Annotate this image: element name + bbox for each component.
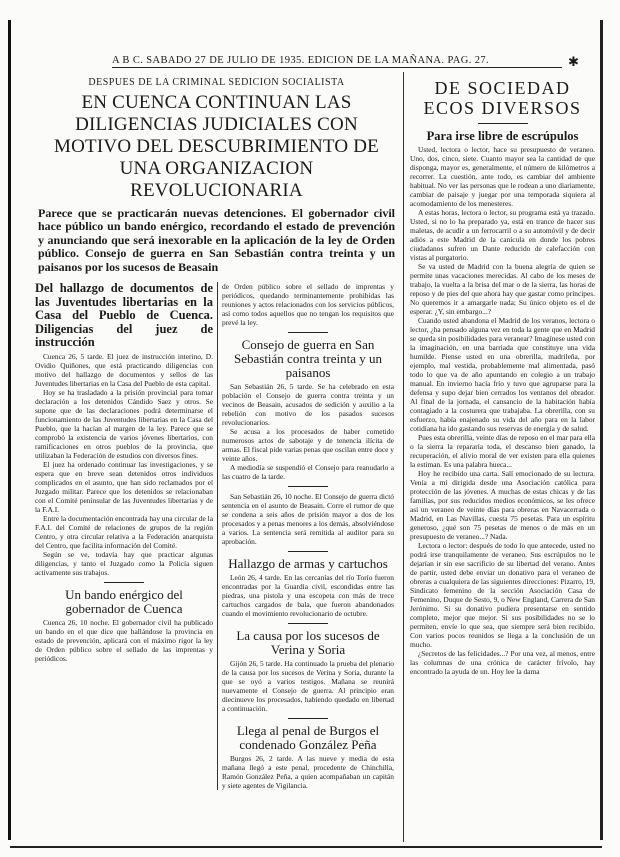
column-1	[35, 282, 213, 663]
ornament-icon: ✱	[568, 54, 579, 69]
separator	[288, 332, 328, 333]
masthead: A B C. SABADO 27 DE JULIO DE 1935. EDICION DE LA MAÑANA. PAG. 27.	[112, 55, 562, 68]
society-column	[410, 78, 595, 676]
section-title-line: ECOS DIVERSOS	[423, 98, 582, 118]
main-story-title: EN CUENCA CONTINUAN LAS DILIGENCIAS JUDICIALES CON MOTIVO DEL DESCUBRIMIENTO DE UNA ORGANIZACION REVOLUCIONARIA	[54, 92, 379, 201]
story-heading: Un bando enérgico del gobernador de Cuenca	[65, 586, 183, 616]
paragraph: Cuenca 26, 10 noche. El gobernador civil ha publicado un bando en el que dice que hallándose la provincia en estado de prevención, aplicará con el máximo rigor la ley de Orden público sobre el sellado de las imprentas y periódicos.	[35, 617, 213, 663]
separator	[288, 718, 328, 719]
section-title	[410, 78, 595, 118]
separator	[288, 486, 328, 487]
paragraph: Lectora o lector: después de todo lo que antecede, usted no podrá irse tranquilamente de veraneo. Sus escrúpulos no le dejarían ir sin ese sacrificio de su libertad del verano. Antes de partir, usted debe enviar un donativo para el veraneo de obreras a cualquiera de las siguientes direcciones: Pizarro, 19, Sindicato femenino de la sección Asociación Casa de Femenino, Duque de Sesto, 9, o New England, Carrera de San Jerónimo. Si su donativo pudiera presentarse en sentido completo, mejor que mejor. Si sus posibilidades no se lo permiten, envíe lo que sea, que siempre será bien recibido. Con varios pocos reunidos se llega a la conclusión de un mucho.	[410, 541, 595, 649]
page-left-border	[8, 20, 11, 840]
separator	[104, 582, 144, 583]
paragraph: Entre la documentación encontrada hay una circular de la F.A.I. del Comité de relaciones de grupos de la región Centro, y otra circular relativa a la Federación anarquista del Centro, que facilita información del Comité.	[35, 513, 213, 550]
paragraph: Hoy se ha trasladado a la prisión provincial para tomar declaración a los detenidos Cándido Saez y otros. Se supone que de las declaraciones podrá determinarse el funcionamiento de las Juventudes libertarias en la Casa del Pueblo, que la hacían al margen de la ley. Parece que se comprobó la existencia de varios jóvenes libertarios, con ramificaciones en otros pueblos de la provincia, que utilizaban la Federación de estudios con diversos fines.	[35, 387, 213, 460]
paragraph: A estas horas, lectora o lector, su programa está ya trazado. Usted, si no lo ha preparado ya, está en trance de hacer sus maletas, de acudir a un ferrocarril o a su automóvil y de decir adiós a este Madrid de la canícula en donde los pobres ciudadanos sufren un Dante reducido de calefacción con vistas al purgatorio.	[410, 208, 595, 262]
page-right-border	[600, 20, 603, 840]
separator	[478, 123, 528, 124]
paragraph: Burgos 26, 2 tarde. A las nueve y media de esta mañana llegó a este penal, procedente de Chinchilla, Ramón González Peña, a quien acompañaban un capitán y siete agentes de Vigilancia.	[222, 754, 394, 791]
paragraph: Se va usted de Madrid con la buena alegría de quien se permite unas vacaciones merecidas. Al cabo de los meses de trabajo, la vuelta a la brisa del mar o de la sierra, las horas de reposo y de pies del que ahora hay que gastar como príncipes. No queremos ir a amargarle nada; Su único objeto es el de esperar. ¿Y, sin embargo...?	[410, 262, 595, 316]
paragraph: San Sebastián 26, 10 noche. El Consejo de guerra dictó sentencia en el asunto de Beasain. Corre el rumor de que se condena a seis años de prisión mayor a dos de los procesados y a penas menores a los demás, absolviéndose a varios. La sentencia será remitida al auditor para su aprobación.	[222, 492, 394, 547]
section-title-line: DE SOCIEDAD	[434, 78, 571, 98]
column-3	[410, 145, 595, 676]
column-divider	[403, 72, 404, 842]
separator	[288, 551, 328, 552]
paragraph: de Orden público sobre el sellado de imprentas y periódicos, quedando terminantemente prohibidas las reuniones y actos relacionados con los servicios públicos, así como todos aquellos que no tengan los requisitos que prevé la ley.	[222, 282, 394, 328]
paragraph: Cuenca 26, 5 tarde. El juez de instrucción interino, D. Ovidio Quiñones, que está practicando diligencias con motivo del hallazgo de documentos y sellos de las Juventudes libertarias en la Casa del Pueblo de esta capital.	[35, 351, 213, 388]
main-story	[35, 76, 398, 790]
paragraph: Según se ve, todavía hay que practicar algunas diligencias, y tanto el Juzgado como la Policía siguen activamente sus trabajos.	[35, 549, 213, 577]
main-story-kicker: DESPUES DE LA CRIMINAL SEDICION SOCIALISTA	[88, 77, 345, 88]
paragraph: ¿Secretos de las felicidades...? Por una vez, al menos, entre las columnas de una crónica de carácter frívolo, hay encontrado la ayuda de un. Hoy lee la dama	[410, 649, 595, 676]
story-heading: Para irse libre de escrúpulos	[426, 129, 579, 143]
story-heading: Del hallazgo de documentos de las Juventudes libertarias en la Casa del Pueblo de Cuenca. Diligencias del juez de instrucción	[35, 281, 213, 350]
paragraph: Cuando usted abandona el Madrid de los veranos, lectora o lector, ¿ha pensado alguna vez en toda la gente que en Madrid se queda sin posibilidades para veranear? Imagínese usted con la imaginación, en una barriada que constituye una vida humilde. Piense usted en una obrerilla, madrileña, por ejemplo, mal vestida, probablemente mal alimentada, pasó todo lo que va de año apuntando en colegio a un trabajo manual. En invierno hacía frío y tuvo que agruparse para la defensa y supo dejar bien cerrados los ventanos del obrador. Al final de la jornada, el cansancio de la habitación había contagiado a la costurera que trabajaba. La obrerilla, con su esfuerzo, había enajenado su vida del año para en la labor cotidiana ha ido gastando sus reservas de energía y de salud.	[410, 316, 595, 433]
paragraph: A mediodía se suspendió el Consejo para reanudarlo a las cuatro de la tarde.	[222, 463, 394, 482]
paragraph: León 26, 4 tarde. En las cercanías del río Torío fueron encontradas por la Guardia civil, escondidas entre las piedras, una pistola y una escopeta con más de trece cartuchos cargados de bala, que fueron abandonados cuando el movimiento revolucionario de octubre.	[222, 573, 394, 619]
paragraph: Usted, lectora o lector, hace su presupuesto de veraneo. Uno, dos, cinco, siete. Cuanto mayor sea la cantidad de que disponga, mayor es, generalmente, el número de kilómetros a recorrer. La cuestión, ante todo, es cambiar del ambiente habitual. No ver las personas que le rodean a uno diariamente, cambiar de paisaje y juegar por una temporada siquiera al acomodamiento de los menesteres.	[410, 145, 595, 208]
main-story-deck: Parece que se practicarán nuevas detenciones. El gobernador civil hace público un bando enérgico, recordando el estado de prevención y anunciando que será inexorable en la aplicación de la ley de Orden público. Consejo de guerra en San Sebastián contra treinta y un paisanos por los sucesos de Beasain	[38, 206, 395, 274]
column-divider	[217, 282, 218, 790]
paragraph: Hoy he recibido una carta. Salí emocionado de su lectura. Venía a mí dirigida desde una Asociación católica para protección de las jóvenes. A muchas de estas chicas y de las familias, por sus reducidos medios económicos, se les ofrece así un veraneo de veinte días para obreras en Navacerrada o Madrid, en Las Navillas, cuesta 75 pesetas. Para un espíritu generoso, ¿qué son 75 pesetas de menos o de más en un presupuesto de veraneo...? Nada.	[410, 469, 595, 541]
paragraph: San Sebastián 26, 5 tarde. Se ha celebrado en esta población el Consejo de guerra contra treinta y un vecinos de Beasain, acusados de sedición y auxilio a la rebelión con motivo de los pasados sucesos revolucionarios.	[222, 382, 394, 428]
paragraph: Pues esta obrerilla, veinte días de reposo en el mar para ella o la sierra la repararía toda, el descanso bien ganado, la recuperación, el alivio moral de ver existen para ella quienes la estiman. Es una palabra hueca...	[410, 433, 595, 469]
story-heading: Consejo de guerra en San Sebastián contra treinta y un paisanos	[233, 337, 382, 381]
page-bottom-rule	[10, 846, 602, 848]
column-2	[222, 282, 394, 790]
story-heading: Hallazgo de armas y cartuchos	[228, 556, 388, 572]
story-columns	[35, 282, 398, 790]
paragraph: Gijón 26, 5 tarde. Ha continuado la prueba del plenario de la causa por los sucesos de Verina y Soria, durante la que se oyó a varios testigos. Mañana se reunirá nuevamente el Consejo de guerra. Al principio eran diecinueve los procesados, habiendo quedado en libertad a continuación.	[222, 659, 394, 714]
story-heading: Llega al penal de Burgos el condenado González Peña	[236, 723, 380, 753]
separator	[288, 623, 328, 624]
story-heading: La causa por los sucesos de Verina y Soria	[236, 628, 380, 658]
paragraph: El juez ha ordenado continuar las investigaciones, y se espera que en breve sean detenidos otros individuos complicados en el asunto, que han sido reclamados por el Juzgado militar. Parece que los detenidos se relacionaban con el Comité peninsular de las Juventudes libertarias y de la F.A.I.	[35, 459, 213, 514]
paragraph: Se acusa a los procesados de haber cometido numerosos actos de sabotaje y de tenencia ilícita de armas. El fiscal pide varias penas que oscilan entre doce y veinte años.	[222, 427, 394, 464]
